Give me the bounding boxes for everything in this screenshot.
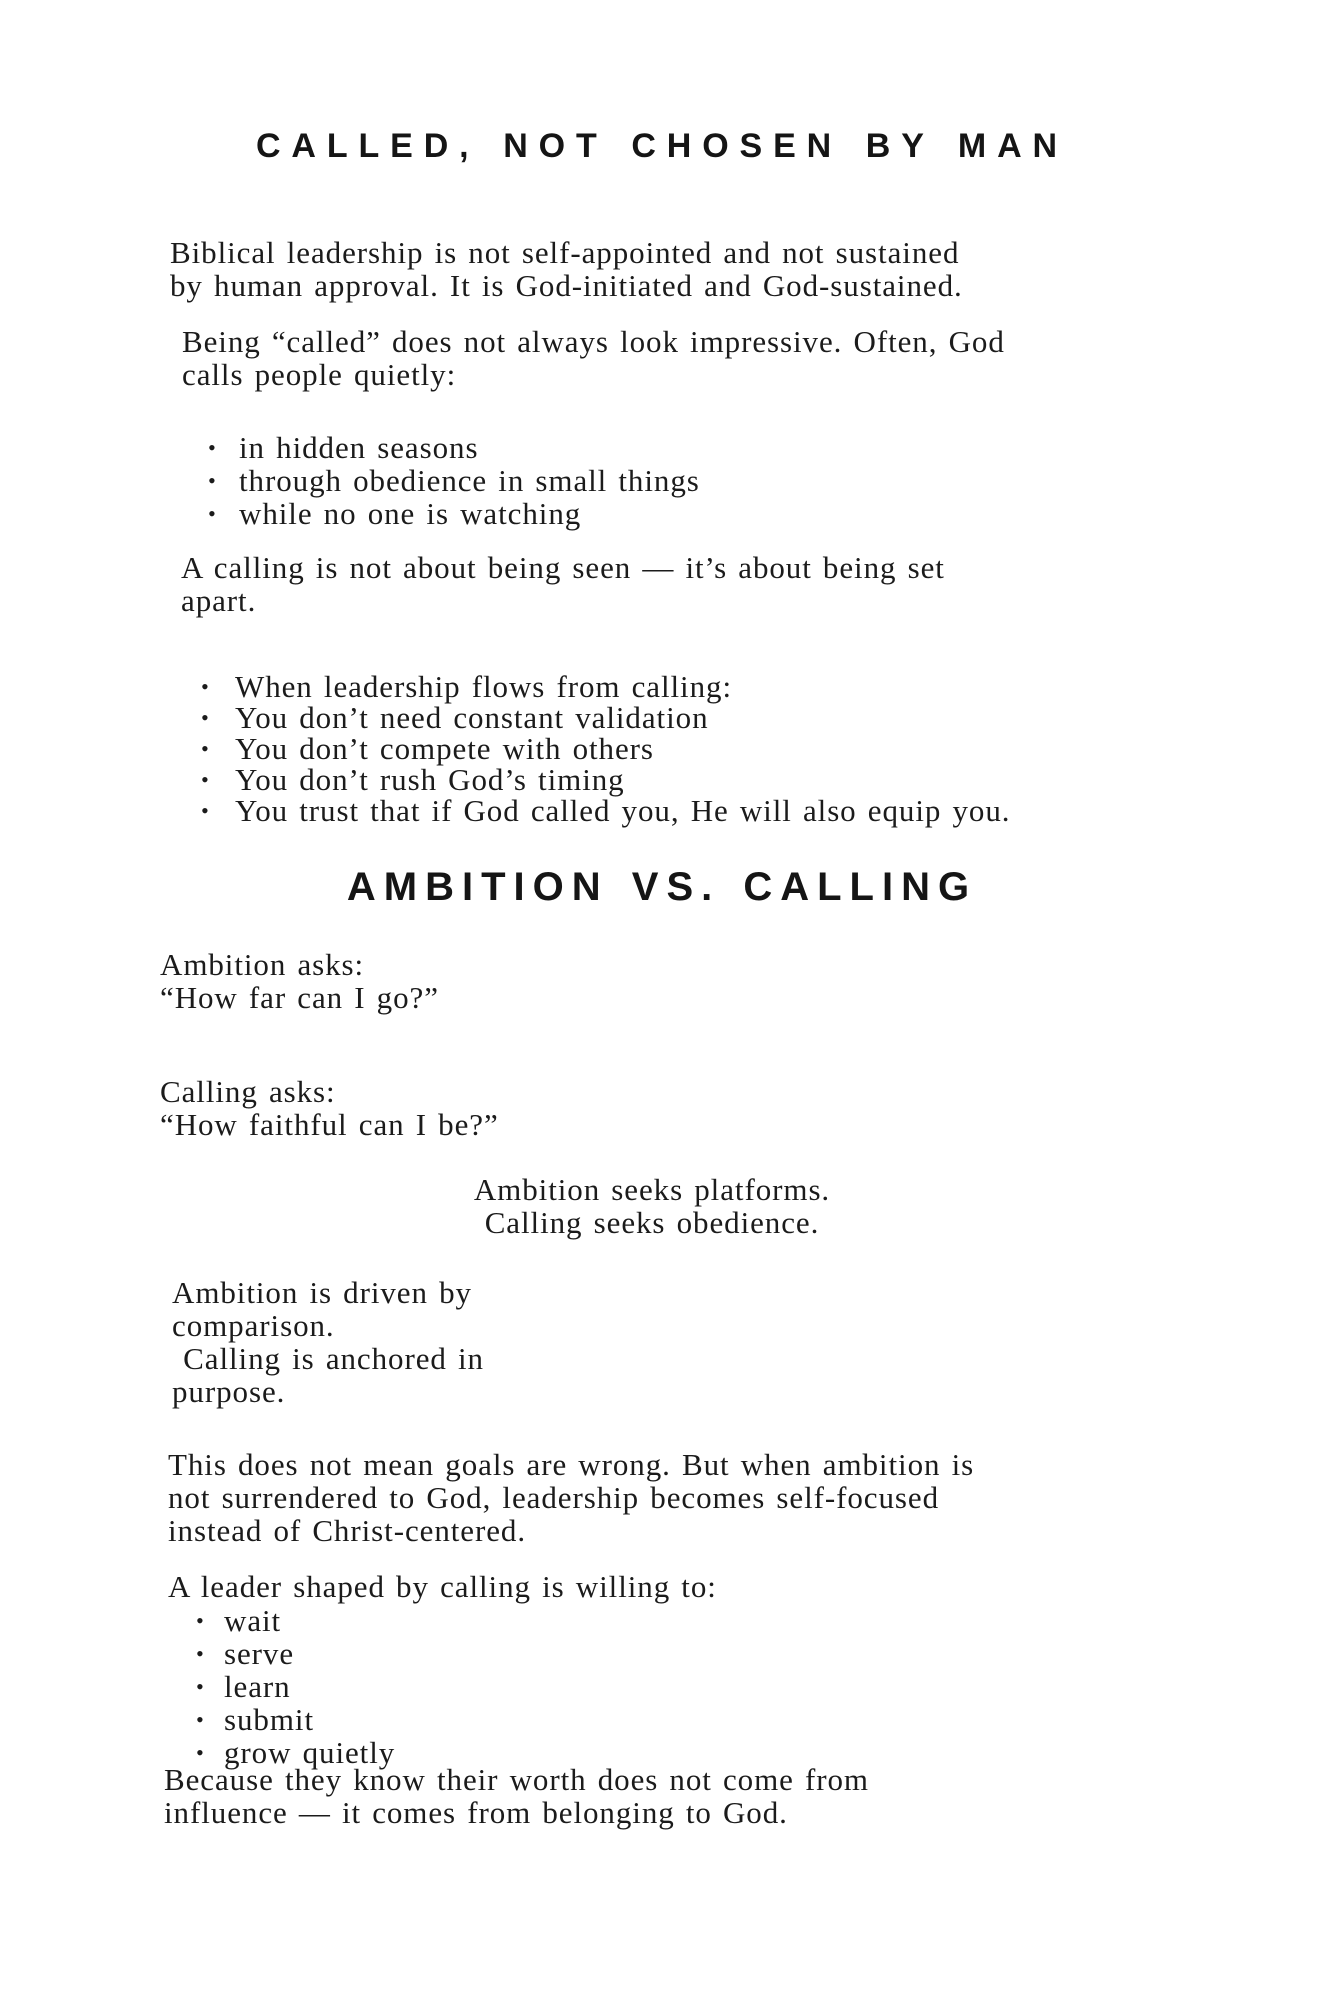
list-item: • learn <box>196 1670 395 1703</box>
list-item: • You trust that if God called you, He will also equip you. <box>201 795 1010 826</box>
section-heading-ambition-vs-calling: AMBITION VS. CALLING <box>346 865 978 909</box>
paragraph-platforms-obedience: Ambition seeks platforms. Calling seeks obedience. <box>473 1172 831 1240</box>
list-item: • wait <box>196 1604 395 1637</box>
list-item: • When leadership flows from calling: <box>201 671 1010 702</box>
list-item: • You don’t need constant validation <box>201 702 1010 733</box>
list-item: • serve <box>196 1637 395 1670</box>
list-leader-willing <box>196 1604 395 1769</box>
list-item: • in hidden seasons <box>208 431 700 464</box>
list-item: • You don’t rush God’s timing <box>201 764 1010 795</box>
paragraph-biblical-leadership: Biblical leadership is not self-appointed and not sustained by human approval. It is God-initiated and God-sustained. <box>170 235 963 303</box>
section-heading-called-not-chosen: CALLED, NOT CHOSEN BY MAN <box>256 127 1068 165</box>
list-item: • submit <box>196 1703 395 1736</box>
list-item: • You don’t compete with others <box>201 733 1010 764</box>
list-item: • while no one is watching <box>208 497 700 530</box>
paragraph-being-called: Being “called” does not always look impressive. Often, God calls people quietly: <box>182 324 1005 392</box>
paragraph-leader-willing-to: A leader shaped by calling is willing to: <box>168 1569 717 1604</box>
paragraph-belonging-to-god: Because they know their worth does not come from influence — it comes from belonging to God. <box>164 1762 869 1830</box>
paragraph-set-apart: A calling is not about being seen — it’s about being set apart. <box>181 550 945 618</box>
list-leadership-from-calling <box>201 671 1010 826</box>
paragraph-goals-not-wrong: This does not mean goals are wrong. But when ambition is not surrendered to God, leadership becomes self-focused instead of Christ-centered. <box>168 1447 975 1548</box>
list-item: • through obedience in small things <box>208 464 700 497</box>
list-quiet-callings <box>208 431 700 530</box>
list-item: • grow quietly <box>196 1736 395 1769</box>
paragraph-driven-anchored: Ambition is driven by comparison. Calling is anchored in purpose. <box>172 1275 484 1409</box>
block-ambition-asks: Ambition asks: “How far can I go?” <box>160 947 439 1015</box>
block-calling-asks: Calling asks: “How faithful can I be?” <box>160 1074 499 1142</box>
